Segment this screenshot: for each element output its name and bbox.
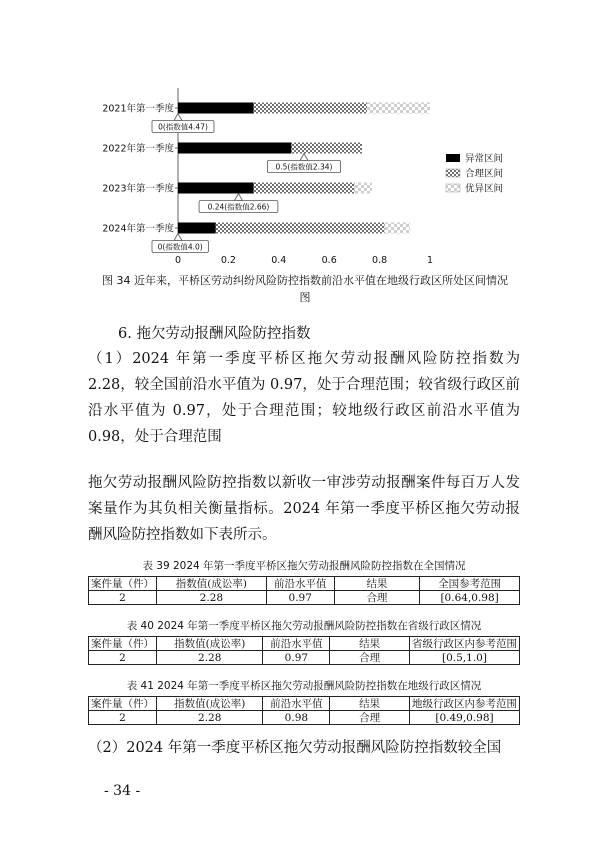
category-label: 2024年第一季度 [102, 223, 174, 235]
cell-case-count: 2 [89, 651, 157, 665]
table-row [89, 651, 520, 665]
annotation-label: 0(指数值4.0) [157, 242, 203, 252]
header-reference-range: 全国参考范围 [420, 577, 520, 591]
legend-swatch [446, 169, 460, 177]
legend-label: 异常区间 [465, 153, 504, 165]
table-header-row [89, 697, 520, 711]
header-frontier-value: 前沿水平值 [266, 577, 334, 591]
page-number: - 34 - [104, 783, 141, 799]
table-header-row [89, 577, 520, 591]
cell-frontier-value: 0.97 [263, 651, 330, 665]
legend-swatch [446, 154, 460, 162]
header-result: 结果 [334, 577, 420, 591]
x-tick-label: 0.8 [372, 255, 388, 266]
annotation-pointer [174, 234, 182, 241]
table-40-title: 表 40 2024 年第一季度平桥区拖欠劳动报酬风险防控指数在省级行政区情况 [126, 620, 482, 632]
table-41 [88, 696, 520, 725]
bar-segment [354, 183, 372, 194]
cell-frontier-value: 0.98 [263, 711, 330, 725]
x-tick-label: 0 [174, 255, 182, 266]
table-41-title: 表 41 2024 年第一季度平桥区拖欠劳动报酬风险防控指数在地级行政区情况 [126, 680, 482, 692]
paragraph-1: （1）2024 年第一季度平桥区拖欠劳动报酬风险防控指数为 2.28，较全国前沿水平值为 0.97，处于合理范围；较省级行政区前沿水平值为 0.97，处于合理范围；较地级行政区前沿水平值为 0.98，处于合理范围 [88, 351, 520, 445]
category-label: 2022年第一季度 [102, 143, 174, 155]
header-case-count: 案件量（件） [89, 697, 157, 711]
bar-segment [291, 143, 362, 154]
legend-label: 合理区间 [465, 168, 504, 180]
cell-case-count: 2 [89, 591, 157, 605]
bar-segment [178, 103, 254, 114]
cell-reference-range: [0.64,0.98] [420, 591, 520, 605]
bar-segment [367, 103, 430, 114]
header-case-count: 案件量（件） [89, 577, 157, 591]
figure-caption-line2: 图 [299, 291, 311, 304]
cell-result: 合理 [330, 711, 410, 725]
legend-label: 优异区间 [465, 183, 504, 195]
interval-chart [88, 80, 528, 268]
bar-segment [385, 223, 410, 234]
cell-reference-range: [0.49,0.98] [409, 711, 519, 725]
bar-segment [254, 103, 367, 114]
bar-segment [178, 223, 216, 234]
figure-caption [90, 272, 520, 306]
header-index-value: 指数值(成讼率) [157, 577, 267, 591]
cell-result: 合理 [330, 651, 410, 665]
header-frontier-value: 前沿水平值 [263, 697, 330, 711]
table-40 [88, 636, 520, 665]
bar-segment [254, 183, 355, 194]
header-reference-range: 地级行政区内参考范围 [409, 697, 519, 711]
annotation-label: 0.24(指数值2.66) [207, 202, 270, 212]
header-frontier-value: 前沿水平值 [263, 637, 330, 651]
figure-caption-line1: 图 34 近年来，平桥区劳动纠纷风险防控指数前沿水平值在地级行政区所处区间情况 [102, 274, 508, 287]
table-39 [88, 576, 520, 605]
header-case-count: 案件量（件） [89, 637, 157, 651]
table-row [89, 711, 520, 725]
section-heading: 6. 拖欠劳动报酬风险防控指数 [118, 326, 311, 342]
bar-segment [178, 183, 254, 194]
table-header-row [89, 637, 520, 651]
annotation-pointer [234, 194, 242, 201]
cell-index-value: 2.28 [157, 591, 267, 605]
header-index-value: 指数值(成讼率) [157, 697, 263, 711]
header-result: 结果 [330, 697, 410, 711]
paragraph-3: （2）2024 年第一季度平桥区拖欠劳动报酬风险防控指数较全国 [88, 740, 502, 756]
header-index-value: 指数值(成讼率) [157, 637, 263, 651]
table-39-title: 表 39 2024 年第一季度平桥区拖欠劳动报酬风险防控指数在全国情况 [142, 560, 466, 572]
annotation-label: 0.5(指数值2.34) [275, 162, 333, 172]
legend-swatch [446, 184, 460, 192]
x-tick-label: 1 [426, 255, 434, 266]
x-tick-label: 0.2 [220, 255, 236, 266]
bar-segment [178, 143, 291, 154]
x-tick-label: 0.6 [321, 255, 337, 266]
header-reference-range: 省级行政区内参考范围 [409, 637, 519, 651]
category-label: 2021年第一季度 [102, 103, 174, 115]
cell-result: 合理 [334, 591, 420, 605]
cell-case-count: 2 [89, 711, 157, 725]
annotation-label: 0(指数值4.47) [158, 122, 208, 132]
paragraph-2: 拖欠劳动报酬风险防控指数以新收一审涉劳动报酬案件每百万人发案量作为其负相关衡量指标。2024 年第一季度平桥区拖欠劳动报酬风险防控指数如下表所示。 [88, 475, 520, 543]
annotation-pointer [174, 114, 182, 121]
table-row [89, 591, 520, 605]
cell-index-value: 2.28 [157, 711, 263, 725]
bar-segment [216, 223, 385, 234]
x-tick-label: 0.4 [271, 255, 287, 266]
cell-reference-range: [0.5,1.0] [409, 651, 519, 665]
category-label: 2023年第一季度 [102, 183, 174, 195]
cell-index-value: 2.28 [157, 651, 263, 665]
cell-frontier-value: 0.97 [266, 591, 334, 605]
annotation-pointer [300, 154, 308, 161]
header-result: 结果 [330, 637, 410, 651]
